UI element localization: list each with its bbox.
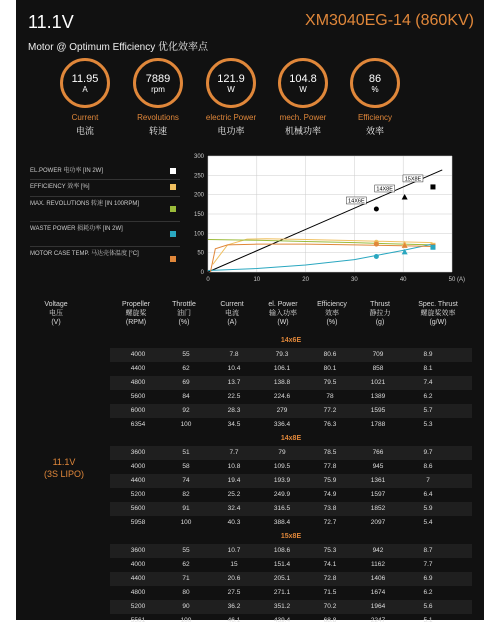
marker-label: 14X8E: [376, 186, 393, 193]
table-cell: 6.2: [423, 589, 433, 596]
table-cell: 80.6: [323, 351, 337, 358]
table-cell: 55: [182, 351, 190, 358]
table-cell: 108.6: [273, 547, 291, 554]
table-row: [110, 572, 472, 586]
legend-item-revolutions: [30, 200, 180, 208]
table-row: [110, 390, 472, 404]
table-cell: 25.2: [227, 491, 241, 498]
metric-ring: [350, 58, 400, 108]
performance-chart: [184, 150, 474, 290]
table-cell: 4000: [130, 561, 146, 568]
table-cell: 6.9: [423, 575, 433, 582]
metric-mech-power: [268, 58, 338, 137]
metric-electric-power: [196, 58, 266, 137]
table-cell: 151.4: [273, 561, 291, 568]
legend-item-waste-power: [30, 225, 180, 233]
x-tick-label: 40: [399, 277, 407, 283]
metric-ring: [206, 58, 256, 108]
header-el-power: el. Power 输入功率 (W): [268, 301, 298, 326]
spec-sheet: [16, 0, 484, 624]
table-cell: 7.8: [229, 351, 239, 358]
metric-revolutions: [123, 58, 193, 137]
table-cell: 2247: [370, 617, 386, 624]
table-cell: 62: [182, 561, 190, 568]
table-cell: 5958: [130, 519, 146, 526]
table-cell: 40.3: [227, 519, 241, 526]
prop-group-title: 14x8E: [110, 432, 472, 446]
table-cell: 766: [372, 449, 384, 456]
table-row: [110, 376, 472, 390]
metric-value: 86: [368, 72, 382, 85]
legend-item-el-power: [30, 167, 180, 175]
metrics-row: [16, 58, 484, 138]
legend-label: EFFICIENCY 效率 [%]: [30, 184, 90, 190]
table-cell: 80: [182, 589, 190, 596]
table-cell: 1406: [370, 575, 386, 582]
y-tick-label: 250: [193, 173, 204, 180]
subtitle: Motor @ Optimum Efficiency 优化效率点: [28, 42, 208, 53]
header-spec-thrust: Spec. Thrust 螺旋桨效率 (g/W): [418, 301, 458, 326]
metric-unit: %: [371, 84, 379, 94]
metric-value: 11.95: [71, 72, 99, 85]
table-cell: 75.9: [323, 477, 337, 484]
table-body: [110, 334, 472, 628]
table-cell: 70.2: [323, 603, 337, 610]
x-tick-label: 50: [448, 277, 456, 283]
table-cell: 858: [372, 365, 384, 372]
legend-label: MAX. REVOLUTIONS 转速 [IN 100RPM]: [30, 201, 140, 207]
table-row: [110, 558, 472, 572]
table-cell: 709: [372, 351, 384, 358]
table-cell: 5.7: [423, 407, 433, 414]
header-voltage: Voltage 电压 (V): [44, 301, 68, 326]
legend-divider: [30, 246, 180, 247]
header-throttle: Throttle 油门 (%): [172, 301, 196, 326]
table-cell: 6354: [130, 421, 146, 428]
table-cell: 77.8: [323, 463, 337, 470]
marker-circle: [374, 242, 379, 247]
metric-label-en: electric Power: [205, 113, 257, 122]
table-cell: 109.5: [273, 463, 291, 470]
y-tick-label: 200: [193, 192, 204, 199]
table-cell: 5561: [130, 617, 146, 624]
x-tick-label: 20: [302, 277, 309, 283]
table-cell: 82: [182, 491, 190, 498]
table-cell: 10.8: [227, 463, 241, 470]
table-cell: 69: [182, 379, 190, 386]
table-cell: 1021: [370, 379, 386, 386]
table-cell: 71: [182, 575, 190, 582]
table-row: [110, 600, 472, 614]
table-cell: 205.1: [273, 575, 291, 582]
table-cell: 7.7: [229, 449, 239, 456]
metric-unit: rpm: [151, 84, 165, 94]
y-tick-label: 300: [193, 154, 204, 160]
table-cell: 100: [180, 421, 192, 428]
table-row: [110, 544, 472, 558]
table-cell: 51: [182, 449, 190, 456]
table-row: [110, 502, 472, 516]
metric-efficiency: [340, 58, 410, 137]
table-cell: 1389: [370, 393, 386, 400]
table-row: [110, 404, 472, 418]
table-cell: 10.7: [227, 547, 241, 554]
table-cell: 73.8: [323, 505, 337, 512]
table-cell: 15: [230, 561, 238, 568]
table-row: [110, 418, 472, 432]
table-cell: 5.3: [423, 421, 433, 428]
table-cell: 1361: [370, 477, 386, 484]
table-cell: 224.6: [273, 393, 291, 400]
table-cell: 100: [180, 519, 192, 526]
table-row: [110, 516, 472, 530]
metric-ring: [133, 58, 183, 108]
table-cell: 20.6: [227, 575, 241, 582]
legend-divider: [30, 196, 180, 197]
table-cell: 72.8: [323, 575, 337, 582]
metric-value: 104.8: [289, 72, 317, 85]
table-cell: 79.5: [323, 379, 337, 386]
metric-label-cn: 电流: [75, 126, 94, 136]
header-propeller: Propeller 螺旋桨 (RPM): [121, 301, 150, 326]
table-row: [110, 446, 472, 460]
metric-ring: [278, 58, 328, 108]
legend-divider: [30, 221, 180, 222]
table-cell: 942: [372, 547, 384, 554]
table-cell: 58: [182, 463, 190, 470]
table-cell: 138.8: [273, 379, 291, 386]
table-row: [110, 614, 472, 628]
table-cell: 1162: [371, 561, 385, 568]
voltage-title: 11.1V: [28, 12, 74, 32]
prop-group-title: 14x6E: [110, 334, 472, 348]
table-cell: 71.5: [323, 589, 337, 596]
table-cell: 193.9: [273, 477, 291, 484]
table-cell: 74.9: [323, 491, 337, 498]
metric-label-en: Current: [71, 113, 99, 122]
y-tick-label: 50: [197, 250, 204, 257]
x-tick-label: 30: [351, 277, 358, 283]
table-cell: 62: [182, 365, 190, 372]
table-cell: 4000: [130, 351, 146, 358]
table-cell: 79.3: [275, 351, 289, 358]
metric-value: 121.9: [217, 72, 245, 85]
metric-label-cn: 效率: [365, 126, 384, 136]
table-cell: 92: [182, 407, 190, 414]
table-cell: 34.5: [227, 421, 241, 428]
legend-swatch: [170, 184, 176, 190]
table-cell: 90: [182, 603, 190, 610]
metric-current: [50, 58, 120, 137]
table-cell: 19.4: [227, 477, 241, 484]
y-tick-label: 100: [193, 231, 204, 238]
table-row: [110, 348, 472, 362]
table-cell: 76.3: [323, 421, 337, 428]
legend-label: EL.POWER 电功率 [IN 2W]: [30, 168, 104, 174]
metric-unit: W: [227, 84, 235, 94]
table-cell: 1597: [370, 491, 386, 498]
table-cell: 8.6: [423, 463, 433, 470]
metric-value: 7889: [145, 72, 171, 85]
header-thrust: Thrust 静拉力 (g): [369, 301, 391, 326]
x-tick-label: 10: [253, 277, 261, 283]
table-cell: 72.7: [323, 519, 337, 526]
table-cell: 5200: [130, 603, 146, 610]
table-cell: 1595: [370, 407, 386, 414]
x-unit-label: (A): [457, 277, 465, 283]
metric-label-en: mech. Power: [279, 113, 327, 122]
table-cell: 74: [182, 477, 190, 484]
table-cell: 6000: [130, 407, 146, 414]
legend-item-efficiency: [30, 183, 180, 191]
table-cell: 91: [182, 505, 190, 512]
table-cell: 351.2: [273, 603, 291, 610]
header-efficiency: Efficiency 效率 (%): [317, 301, 347, 326]
table-cell: 1674: [370, 589, 386, 596]
table-cell: 79: [278, 449, 286, 456]
table-cell: 36.2: [227, 603, 241, 610]
metric-ring: [60, 58, 110, 108]
table-cell: 249.9: [273, 491, 291, 498]
table-cell: 84: [182, 393, 190, 400]
table-cell: 388.4: [273, 519, 291, 526]
table-cell: 106.1: [273, 365, 291, 372]
y-tick-label: 0: [200, 270, 204, 276]
metric-label-cn: 转速: [148, 126, 167, 136]
table-cell: 28.3: [227, 407, 241, 414]
model-title: XM3040EG-14 (860KV): [305, 12, 474, 29]
marker-label: 15X8E: [404, 176, 422, 183]
table-cell: 7.4: [423, 379, 433, 386]
table-cell: 55: [182, 547, 190, 554]
table-cell: 78: [326, 393, 334, 400]
table-cell: 2097: [370, 519, 386, 526]
marker-circle: [374, 206, 379, 211]
table-cell: 271.1: [273, 589, 291, 596]
table-cell: 8.9: [423, 351, 433, 358]
table-cell: 1964: [370, 603, 386, 610]
legend-label: MOTOR CASE TEMP. 马达壳体温度 [°C]: [30, 251, 139, 257]
table-cell: 6.2: [423, 393, 433, 400]
table-header: [16, 296, 484, 336]
table-cell: 100: [180, 617, 192, 624]
table-cell: 1852: [370, 505, 386, 512]
metric-unit: A: [82, 84, 88, 94]
table-row: [110, 460, 472, 474]
table-cell: 4400: [130, 477, 146, 484]
table-cell: 7.7: [423, 561, 433, 568]
table-cell: 77.2: [323, 407, 337, 414]
table-cell: 75.3: [323, 547, 337, 554]
table-cell: 5.1: [423, 617, 433, 624]
y-tick-label: 150: [193, 212, 204, 218]
table-row: [110, 488, 472, 502]
metric-label-en: Revolutions: [137, 113, 179, 122]
table-cell: 9.7: [423, 449, 433, 456]
legend-item-case-temp: [30, 250, 180, 258]
table-cell: 4800: [130, 379, 146, 386]
legend-swatch: [170, 231, 176, 237]
table-cell: 945: [372, 463, 384, 470]
table-cell: 80.1: [323, 365, 337, 372]
table-row: [110, 586, 472, 600]
table-cell: 5200: [130, 491, 146, 498]
table-cell: 7: [426, 477, 430, 484]
table-cell: 5600: [130, 505, 146, 512]
table-row: [110, 362, 472, 376]
table-cell: 5.6: [423, 603, 433, 610]
table-cell: 336.4: [273, 421, 291, 428]
table-cell: 3600: [130, 547, 146, 554]
table-cell: 74.1: [323, 561, 337, 568]
marker-square: [430, 184, 435, 189]
table-cell: 68.8: [323, 617, 337, 624]
legend-swatch: [170, 256, 176, 262]
table-cell: 5600: [130, 393, 146, 400]
metric-label-cn: 机械功率: [284, 126, 321, 136]
table-cell: 5.4: [423, 519, 433, 526]
table-cell: 22.5: [227, 393, 241, 400]
table-cell: 279: [276, 407, 288, 414]
table-cell: 6.4: [423, 491, 433, 498]
table-cell: 4400: [130, 575, 146, 582]
metric-label-en: Efficiency: [357, 113, 393, 122]
table-cell: 316.5: [273, 505, 291, 512]
legend-swatch: [170, 206, 176, 212]
table-cell: 1788: [370, 421, 386, 428]
table-cell: 78.5: [323, 449, 337, 456]
table-cell: 4000: [130, 463, 146, 470]
legend-label: WASTE POWER 损耗功率 [IN 2W]: [30, 226, 123, 232]
header-current: Current 电流 (A): [220, 301, 244, 326]
metric-label-cn: 电功率: [217, 126, 245, 136]
table-cell: 3600: [130, 449, 146, 456]
marker-circle: [374, 254, 379, 259]
legend-divider: [30, 179, 180, 180]
prop-group-title: 15x8E: [110, 530, 472, 544]
table-cell: 8.1: [423, 365, 433, 372]
table-cell: 8.7: [423, 547, 433, 554]
marker-label: 14X6E: [348, 198, 365, 205]
table-cell: 13.7: [227, 379, 241, 386]
table-cell: 4400: [130, 365, 146, 372]
metric-unit: W: [299, 84, 307, 94]
table-cell: 10.4: [227, 365, 241, 372]
table-cell: 27.5: [227, 589, 241, 596]
table-cell: 439.4: [273, 617, 291, 624]
x-tick-label: 0: [206, 277, 210, 283]
table-cell: 4800: [130, 589, 146, 596]
legend-swatch: [170, 168, 176, 174]
marker-square: [430, 245, 435, 250]
table-cell: 32.4: [227, 505, 241, 512]
table-cell: 5.9: [423, 505, 433, 512]
table-row: [110, 474, 472, 488]
table-cell: 46.1: [227, 617, 241, 624]
voltage-group-label: 11.1V (3S LIPO): [43, 457, 84, 479]
